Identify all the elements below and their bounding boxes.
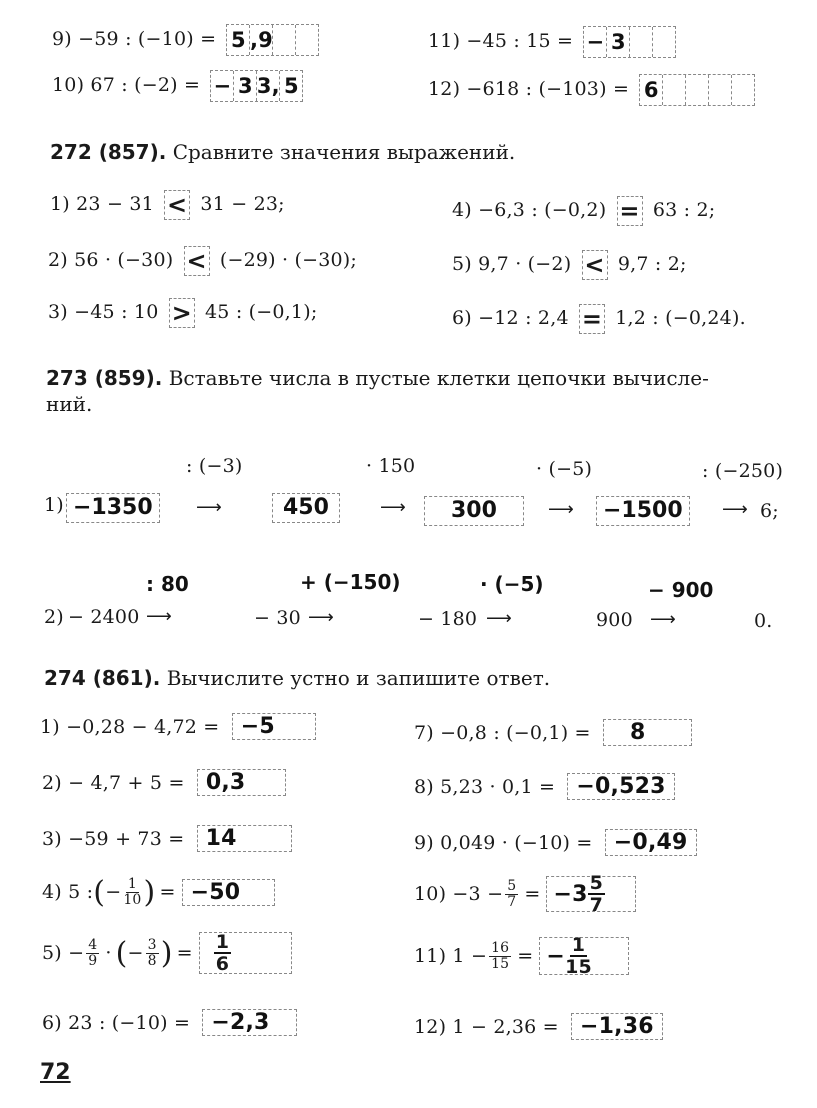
minus-sign: − xyxy=(127,942,144,964)
compare-3 xyxy=(48,298,317,328)
chain2-value: 0. xyxy=(754,610,773,632)
expr-12 xyxy=(428,74,755,106)
expr-text: 10) −3 − xyxy=(414,883,504,905)
compare-1 xyxy=(50,190,285,220)
answer-cell xyxy=(296,25,318,55)
arrow-right-icon: ⟶ xyxy=(146,606,172,627)
answer-int: − xyxy=(546,943,566,969)
answer-cell: − xyxy=(211,71,234,101)
frac-den: 15 xyxy=(565,956,592,978)
expr-274-6 xyxy=(42,1010,297,1035)
expr-text: 8) 5,23 · 0,1 = xyxy=(414,776,556,798)
fraction xyxy=(146,938,159,969)
answer-cell xyxy=(732,75,754,105)
compare-right: 31 − 23; xyxy=(200,193,285,215)
frac-den: 8 xyxy=(147,952,157,969)
frac-den: 15 xyxy=(491,955,510,972)
task-272-heading xyxy=(50,140,515,164)
frac-num: 1 xyxy=(571,934,586,956)
expr-274-11 xyxy=(414,934,629,978)
paren-open: ( xyxy=(115,935,128,971)
fraction xyxy=(505,879,518,910)
answer-cell: 6 xyxy=(640,75,663,105)
task-text: Сравните значения выражений. xyxy=(172,140,516,164)
compare-left: 3) −45 : 10 xyxy=(48,301,159,323)
answer-box[interactable]: −5 xyxy=(232,713,316,740)
compare-right: 63 : 2; xyxy=(652,199,716,221)
answer-cell: 3 xyxy=(234,71,257,101)
expr-text: 10) 67 : (−2) = xyxy=(52,74,201,96)
chain2-op-box[interactable]: · (−5) xyxy=(480,572,544,596)
compare-right: (−29) · (−30); xyxy=(219,249,358,271)
expr-274-3 xyxy=(42,826,292,851)
compare-sign-box[interactable]: = xyxy=(579,304,605,334)
expr-text: 11) −45 : 15 = xyxy=(428,30,574,52)
chain2-value: − 30 xyxy=(254,607,301,629)
task-text: Вычислите устно и запишите ответ. xyxy=(166,666,551,690)
answer-fraction xyxy=(565,935,592,977)
chain2-op-box[interactable]: − 900 xyxy=(648,578,714,602)
frac-num: 1 xyxy=(215,931,230,953)
task-273-heading xyxy=(46,366,709,390)
answer-cells[interactable] xyxy=(226,24,319,56)
compare-2 xyxy=(48,246,357,276)
task-273-text-cont: ний. xyxy=(46,392,93,416)
task-number: 274 (861). xyxy=(44,666,161,690)
answer-cell: 5 xyxy=(227,25,250,55)
answer-box[interactable]: −0,49 xyxy=(605,829,697,856)
expr-274-5 xyxy=(42,930,292,976)
answer-cell xyxy=(630,27,653,57)
answer-cell xyxy=(273,25,296,55)
answer-cell xyxy=(663,75,686,105)
answer-box[interactable]: −2,3 xyxy=(202,1009,296,1036)
answer-cell: − xyxy=(584,27,607,57)
chain1-op: · 150 xyxy=(366,455,416,477)
answer-cell xyxy=(709,75,732,105)
paren-close: ) xyxy=(160,935,173,971)
expr-274-10 xyxy=(414,872,636,916)
answer-box[interactable] xyxy=(199,932,292,974)
expr-274-12 xyxy=(414,1014,663,1039)
frac-num: 16 xyxy=(491,939,510,956)
answer-box[interactable]: −50 xyxy=(182,879,276,906)
expr-text: 3) −59 + 73 = xyxy=(42,828,185,850)
chain2-value: − 2400 xyxy=(68,606,140,628)
expr-274-1 xyxy=(40,714,316,739)
answer-cells[interactable] xyxy=(639,74,755,106)
chain1-value-box[interactable]: −1350 xyxy=(66,493,160,523)
compare-sign-box[interactable]: = xyxy=(617,196,643,226)
answer-cells[interactable] xyxy=(210,70,303,102)
chain1-value-box[interactable]: 300 xyxy=(424,496,524,526)
frac-den: 7 xyxy=(589,894,604,916)
task-number: 272 (857). xyxy=(50,140,167,164)
expr-text: 9) 0,049 · (−10) = xyxy=(414,832,593,854)
frac-den: 6 xyxy=(215,953,230,975)
arrow-right-icon: ⟶ xyxy=(380,497,406,518)
compare-sign-box[interactable]: < xyxy=(184,246,210,276)
expr-text: 2) − 4,7 + 5 = xyxy=(42,772,185,794)
expr-text: 12) −618 : (−103) = xyxy=(428,78,630,100)
expr-274-9 xyxy=(414,830,697,855)
answer-cell xyxy=(653,27,675,57)
answer-cell xyxy=(686,75,709,105)
expr-text: 5) − xyxy=(42,942,85,964)
chain1-op: : (−3) xyxy=(186,455,243,477)
expr-text: = xyxy=(524,883,541,905)
answer-box[interactable] xyxy=(539,934,628,978)
chain1-op: : (−250) xyxy=(702,460,784,482)
expr-274-4 xyxy=(42,872,275,912)
task-text: Вставьте числа в пустые клетки цепочки вычисле- xyxy=(168,366,709,390)
compare-sign-box[interactable]: < xyxy=(164,190,190,220)
compare-left: 2) 56 · (−30) xyxy=(48,249,174,271)
answer-cell: 5 xyxy=(283,74,299,98)
chain1-value-box[interactable]: 450 xyxy=(272,493,340,523)
fraction xyxy=(86,938,99,969)
answer-cells[interactable] xyxy=(583,26,676,58)
chain1-label: 1) xyxy=(44,494,64,516)
chain1-value-box[interactable]: −1500 xyxy=(596,496,690,526)
answer-fraction xyxy=(588,873,605,915)
minus-sign: − xyxy=(105,881,122,903)
expr-text: 9) −59 : (−10) = xyxy=(52,28,217,50)
expr-text: = xyxy=(159,881,176,903)
chain2-label: 2) xyxy=(44,606,64,628)
answer-int: −3 xyxy=(553,881,588,907)
expr-10 xyxy=(52,70,303,102)
compare-left: 5) 9,7 · (−2) xyxy=(452,253,572,275)
compare-sign-box[interactable]: < xyxy=(582,250,608,280)
answer-cell: 3 xyxy=(607,27,630,57)
arrow-right-icon: ⟶ xyxy=(308,607,334,628)
answer-box[interactable]: 8 xyxy=(603,719,693,746)
compare-left: 1) 23 − 31 xyxy=(50,193,154,215)
compare-left: 6) −12 : 2,4 xyxy=(452,307,569,329)
chain2-op-box[interactable]: + (−150) xyxy=(300,570,401,594)
chain1-result: 6; xyxy=(760,500,779,522)
compare-left: 4) −6,3 : (−0,2) xyxy=(452,199,607,221)
compare-4 xyxy=(452,196,715,226)
paren-open: ( xyxy=(93,874,106,910)
expr-text: 11) 1 − xyxy=(414,945,488,967)
answer-fraction xyxy=(214,932,231,974)
expr-text: 6) 23 : (−10) = xyxy=(42,1012,191,1034)
task-number: 273 (859). xyxy=(46,366,163,390)
compare-right: 1,2 : (−0,24). xyxy=(615,307,746,329)
compare-right: 45 : (−0,1); xyxy=(205,301,318,323)
expr-text: 4) 5 : xyxy=(42,881,94,903)
compare-right: 9,7 : 2; xyxy=(617,253,687,275)
frac-den: 7 xyxy=(507,893,517,910)
chain2-value: − 180 xyxy=(418,608,478,630)
frac-num: 1 xyxy=(127,875,137,892)
arrow-right-icon: ⟶ xyxy=(486,608,512,629)
answer-cell: 3, xyxy=(257,71,280,101)
answer-cell: ,9 xyxy=(250,25,273,55)
expr-11 xyxy=(428,26,676,58)
page-number: 72 xyxy=(40,1060,71,1085)
answer-box[interactable] xyxy=(546,872,636,916)
expr-274-8 xyxy=(414,774,675,799)
expr-9 xyxy=(52,24,319,56)
expr-274-7 xyxy=(414,720,692,745)
expr-274-2 xyxy=(42,770,286,795)
equals-sign: = xyxy=(176,942,193,964)
arrow-right-icon: ⟶ xyxy=(196,497,222,518)
expr-text: 12) 1 − 2,36 = xyxy=(414,1016,559,1038)
answer-box[interactable]: 14 xyxy=(197,825,292,852)
expr-text: 7) −0,8 : (−0,1) = xyxy=(414,722,591,744)
frac-num: 4 xyxy=(88,936,98,953)
arrow-right-icon: ⟶ xyxy=(650,609,676,630)
frac-den: 10 xyxy=(123,891,142,908)
compare-6 xyxy=(452,304,746,334)
frac-num: 3 xyxy=(147,936,157,953)
frac-num: 5 xyxy=(507,877,517,894)
frac-den: 9 xyxy=(88,952,98,969)
answer-box[interactable]: 0,3 xyxy=(197,769,287,796)
arrow-right-icon: ⟶ xyxy=(722,499,748,520)
compare-5 xyxy=(452,250,687,280)
answer-box[interactable]: −1,36 xyxy=(571,1013,663,1040)
fraction xyxy=(123,877,141,908)
fraction xyxy=(489,941,511,972)
compare-sign-box[interactable]: > xyxy=(169,298,195,328)
arrow-right-icon: ⟶ xyxy=(548,499,574,520)
chain2-op-box[interactable]: : 80 xyxy=(146,572,189,596)
chain2-value: 900 xyxy=(596,609,633,631)
chain1-op: · (−5) xyxy=(536,458,593,480)
frac-num: 5 xyxy=(589,872,604,894)
paren-close: ) xyxy=(143,874,156,910)
expr-text: = xyxy=(517,945,534,967)
answer-box[interactable]: −0,523 xyxy=(567,773,674,800)
times-sign: · xyxy=(105,942,112,964)
expr-text: 1) −0,28 − 4,72 = xyxy=(40,716,220,738)
task-274-heading xyxy=(44,666,550,690)
